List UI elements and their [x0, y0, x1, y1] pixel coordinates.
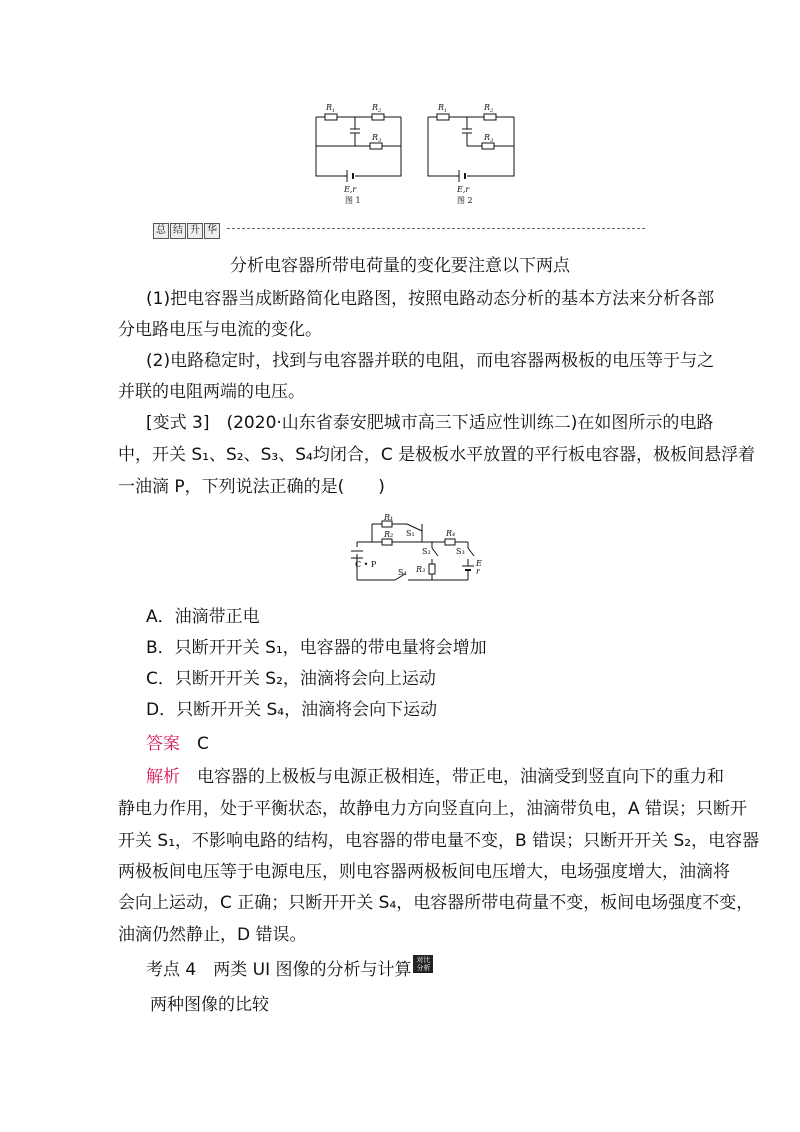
analysis-line4: 两极板间电压等于电源电压，则电容器两极板间电压增大，电场强度增大，油滴将	[118, 862, 730, 882]
fig1-er-label: E,r	[344, 185, 357, 194]
circuit-cp-label: C • P	[355, 560, 377, 569]
fig1-r3-label: $R_3$	[372, 133, 382, 144]
banner-char: 华	[204, 223, 220, 239]
circuit-r4-label: R₄	[446, 529, 456, 538]
circuit-s3-label: S₃	[456, 547, 465, 556]
fig1-caption: 图 1	[345, 196, 361, 205]
fig2-r2-label: $R_2$	[484, 103, 494, 114]
analysis-label: 解析	[146, 767, 180, 787]
section-heading	[146, 955, 433, 985]
section-title: 考点 4 两类 UI 图像的分析与计算	[146, 960, 412, 980]
option-b: B．只断开开关 S₁，电容器的带电量将会增加	[146, 638, 487, 658]
banner-char: 结	[170, 223, 186, 239]
question-line1: [变式 3] (2020·山东省泰安肥城市高三下适应性训练二)在如图所示的电路	[146, 413, 714, 433]
answer-label: 答案	[146, 734, 180, 754]
summary-p1-line1: (1)把电容器当成断路简化电路图，按照电路动态分析的基本方法来分析各部	[146, 289, 715, 309]
fig2-r1-label: $R_1$	[438, 103, 448, 114]
analysis-line1	[146, 762, 724, 792]
circuit-s2-label: S₂	[422, 547, 431, 556]
summary-title: 分析电容器所带电荷量的变化要注意以下两点	[230, 256, 570, 276]
fig2-er-label: E,r	[457, 185, 470, 194]
section-subtitle: 两种图像的比较	[150, 995, 269, 1015]
option-d: D．只断开开关 S₄，油滴将会向下运动	[146, 700, 438, 720]
answer-row	[146, 729, 209, 759]
circuit-r1-label: R₁	[384, 514, 394, 522]
option-c: C．只断开开关 S₂，油滴将会向上运动	[146, 669, 436, 689]
question-line3: 一油滴 P，下列说法正确的是( )	[118, 477, 385, 497]
banner-char: 总	[153, 223, 169, 239]
analysis-line5: 会向上运动，C 正确；只断开开关 S₄，电容器所带电荷量不变，板间电场强度不变，	[118, 893, 754, 913]
summary-banner	[153, 218, 645, 240]
circuit-figures-1-2	[300, 96, 530, 214]
circuit-r2-label: R₂	[384, 530, 394, 539]
fig1-r2-label: $R_2$	[372, 103, 382, 114]
question-line2: 中，开关 S₁、S₂、S₃、S₄均闭合，C 是极板水平放置的平行板电容器，极板间悬浮着	[118, 445, 756, 465]
circuit-r-label: r	[476, 567, 480, 576]
banner-char: 升	[187, 223, 203, 239]
tag-line: 对比	[416, 956, 431, 964]
summary-p2-line2: 并联的电阻两端的电压。	[118, 382, 305, 402]
tag-line: 分析	[416, 964, 431, 972]
summary-p1-line2: 分电路电压与电流的变化。	[118, 320, 322, 340]
analysis-text: 电容器的上极板与电源正极相连，带正电，油滴受到竖直向下的重力和	[197, 767, 724, 787]
circuit-e-label: E	[476, 559, 482, 568]
circuit-variant-3	[350, 514, 490, 594]
fig1-r1-label: $R_1$	[326, 103, 336, 114]
answer-value: C	[197, 734, 209, 754]
circuit-r3-label: R₃	[416, 565, 426, 574]
fig2-r3-label: $R_3$	[484, 133, 494, 144]
fig2-caption: 图 2	[457, 196, 473, 205]
option-a: A．油滴带正电	[146, 607, 260, 627]
analysis-line2: 静电力作用，处于平衡状态，故静电力方向竖直向上，油滴带负电，A 错误；只断开	[118, 799, 748, 819]
circuit-s1-label: S₁	[406, 529, 415, 538]
analysis-line3: 开关 S₁，不影响电路的结构，电容器的带电量不变，B 错误；只断开开关 S₂，电容器	[118, 831, 760, 851]
contrast-tag	[413, 955, 433, 973]
circuit-s4-label: S₄	[398, 568, 407, 577]
analysis-line6: 油滴仍然静止，D 错误。	[118, 925, 307, 945]
summary-p2-line1: (2)电路稳定时，找到与电容器并联的电阻，而电容器两极板的电压等于与之	[146, 351, 715, 371]
